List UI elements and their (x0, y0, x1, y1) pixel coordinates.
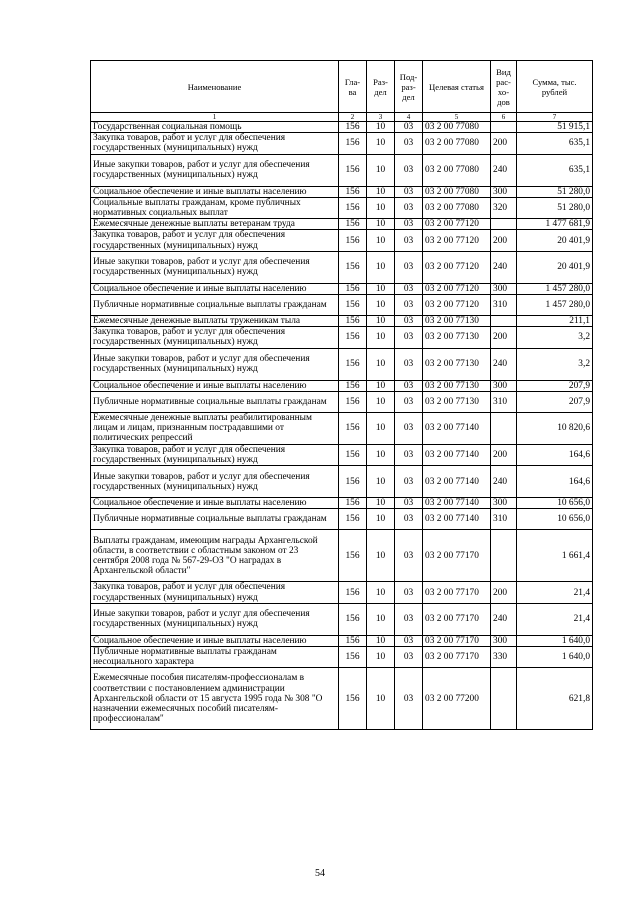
cell-target: 03 2 00 77130 (423, 391, 491, 412)
cell-podrazdel: 03 (395, 668, 423, 730)
cell-sum: 211,1 (517, 316, 593, 327)
cell-name: Публичные нормативные социальные выплаты гражданам (91, 295, 339, 316)
cell-name: Ежемесячные денежные выплаты реабилитированным лицам и лицам, признанным пострадавшими от политических репрессий (91, 412, 339, 444)
cell-razdel: 10 (367, 295, 395, 316)
cell-podrazdel: 03 (395, 316, 423, 327)
cell-glava: 156 (339, 444, 367, 465)
table-row (91, 122, 593, 133)
cell-vid (491, 412, 517, 444)
cell-razdel: 10 (367, 230, 395, 251)
cell-target: 03 2 00 77170 (423, 647, 491, 668)
cell-target: 03 2 00 77080 (423, 154, 491, 186)
cell-vid: 200 (491, 133, 517, 154)
cell-podrazdel: 03 (395, 647, 423, 668)
column-number: 7 (517, 113, 593, 122)
table-header-row (91, 61, 593, 113)
cell-razdel: 10 (367, 219, 395, 230)
cell-sum: 10 820,6 (517, 412, 593, 444)
cell-podrazdel: 03 (395, 582, 423, 603)
cell-name: Иные закупки товаров, работ и услуг для обеспечения государственных (муниципальных) нужд (91, 466, 339, 498)
cell-razdel: 10 (367, 498, 395, 509)
cell-name: Социальное обеспечение и иные выплаты населению (91, 283, 339, 294)
column-number: 1 (91, 113, 339, 122)
cell-name: Публичные нормативные выплаты гражданам несоциального характера (91, 647, 339, 668)
cell-razdel: 10 (367, 251, 395, 283)
cell-glava: 156 (339, 380, 367, 391)
cell-sum: 3,2 (517, 327, 593, 348)
cell-glava: 156 (339, 230, 367, 251)
column-number-row (91, 113, 593, 122)
table-row (91, 327, 593, 348)
cell-vid: 240 (491, 154, 517, 186)
table-row (91, 412, 593, 444)
column-number: 4 (395, 113, 423, 122)
cell-glava: 156 (339, 186, 367, 197)
table-row (91, 466, 593, 498)
cell-target: 03 2 00 77140 (423, 444, 491, 465)
cell-name: Выплаты гражданам, имеющим награды Архангельской области, в соответствии с областным законом от 23 сентября 2008 года № 567-29-ОЗ "О наградах в Архангельской области" (91, 530, 339, 582)
cell-target: 03 2 00 77170 (423, 603, 491, 635)
cell-vid: 240 (491, 466, 517, 498)
table-row (91, 391, 593, 412)
cell-sum: 164,6 (517, 466, 593, 498)
header-vid: Вид рас-хо-дов (491, 61, 517, 113)
cell-name: Иные закупки товаров, работ и услуг для обеспечения государственных (муниципальных) нужд (91, 154, 339, 186)
cell-podrazdel: 03 (395, 509, 423, 530)
cell-vid: 200 (491, 327, 517, 348)
header-target: Целевая статья (423, 61, 491, 113)
cell-vid: 300 (491, 380, 517, 391)
header-podrazdel: Под-раз-дел (395, 61, 423, 113)
cell-glava: 156 (339, 647, 367, 668)
cell-razdel: 10 (367, 391, 395, 412)
cell-razdel: 10 (367, 647, 395, 668)
cell-target: 03 2 00 77140 (423, 412, 491, 444)
cell-name: Публичные нормативные социальные выплаты гражданам (91, 391, 339, 412)
cell-vid (491, 668, 517, 730)
cell-razdel: 10 (367, 197, 395, 218)
table-row (91, 154, 593, 186)
header-sum: Сумма, тыс. рублей (517, 61, 593, 113)
cell-sum: 207,9 (517, 391, 593, 412)
cell-name: Ежемесячные денежные выплаты труженикам тыла (91, 316, 339, 327)
cell-vid (491, 530, 517, 582)
cell-razdel: 10 (367, 122, 395, 133)
cell-glava: 156 (339, 154, 367, 186)
cell-vid: 240 (491, 603, 517, 635)
cell-sum: 1 661,4 (517, 530, 593, 582)
cell-name: Государственная социальная помощь (91, 122, 339, 133)
cell-target: 03 2 00 77170 (423, 530, 491, 582)
table-row (91, 186, 593, 197)
cell-name: Иные закупки товаров, работ и услуг для обеспечения государственных (муниципальных) нужд (91, 603, 339, 635)
cell-sum: 1 477 681,9 (517, 219, 593, 230)
cell-glava: 156 (339, 283, 367, 294)
table-row (91, 295, 593, 316)
page-number: 54 (315, 868, 325, 879)
table-row (91, 283, 593, 294)
cell-razdel: 10 (367, 380, 395, 391)
cell-podrazdel: 03 (395, 603, 423, 635)
cell-target: 03 2 00 77130 (423, 316, 491, 327)
cell-glava: 156 (339, 197, 367, 218)
cell-vid: 330 (491, 647, 517, 668)
cell-target: 03 2 00 77080 (423, 186, 491, 197)
column-number: 2 (339, 113, 367, 122)
table-row (91, 603, 593, 635)
cell-glava: 156 (339, 668, 367, 730)
cell-podrazdel: 03 (395, 635, 423, 646)
cell-sum: 164,6 (517, 444, 593, 465)
cell-glava: 156 (339, 391, 367, 412)
cell-target: 03 2 00 77130 (423, 348, 491, 380)
table-row (91, 316, 593, 327)
cell-podrazdel: 03 (395, 466, 423, 498)
cell-vid (491, 316, 517, 327)
cell-podrazdel: 03 (395, 197, 423, 218)
cell-razdel: 10 (367, 154, 395, 186)
table-row (91, 635, 593, 646)
cell-razdel: 10 (367, 316, 395, 327)
cell-podrazdel: 03 (395, 154, 423, 186)
table-row (91, 668, 593, 730)
cell-vid: 320 (491, 197, 517, 218)
cell-razdel: 10 (367, 635, 395, 646)
cell-name: Социальное обеспечение и иные выплаты населению (91, 186, 339, 197)
cell-razdel: 10 (367, 186, 395, 197)
cell-name: Публичные нормативные социальные выплаты гражданам (91, 509, 339, 530)
cell-vid: 300 (491, 498, 517, 509)
cell-name: Социальное обеспечение и иные выплаты населению (91, 498, 339, 509)
cell-glava: 156 (339, 498, 367, 509)
header-razdel: Раз-дел (367, 61, 395, 113)
cell-target: 03 2 00 77120 (423, 283, 491, 294)
cell-glava: 156 (339, 133, 367, 154)
cell-vid: 200 (491, 230, 517, 251)
table-row (91, 444, 593, 465)
cell-glava: 156 (339, 603, 367, 635)
table-row (91, 498, 593, 509)
cell-vid: 240 (491, 348, 517, 380)
cell-target: 03 2 00 77140 (423, 466, 491, 498)
cell-sum: 51 915,1 (517, 122, 593, 133)
cell-sum: 21,4 (517, 582, 593, 603)
cell-sum: 51 280,0 (517, 186, 593, 197)
cell-name: Социальное обеспечение и иные выплаты населению (91, 635, 339, 646)
cell-razdel: 10 (367, 348, 395, 380)
cell-podrazdel: 03 (395, 251, 423, 283)
cell-podrazdel: 03 (395, 530, 423, 582)
cell-podrazdel: 03 (395, 186, 423, 197)
cell-name: Иные закупки товаров, работ и услуг для обеспечения государственных (муниципальных) нужд (91, 348, 339, 380)
cell-podrazdel: 03 (395, 219, 423, 230)
cell-sum: 20 401,9 (517, 251, 593, 283)
cell-vid (491, 122, 517, 133)
column-number: 3 (367, 113, 395, 122)
cell-sum: 51 280,0 (517, 197, 593, 218)
cell-vid: 300 (491, 283, 517, 294)
cell-target: 03 2 00 77080 (423, 133, 491, 154)
cell-name: Закупка товаров, работ и услуг для обеспечения государственных (муниципальных) нужд (91, 133, 339, 154)
cell-razdel: 10 (367, 283, 395, 294)
cell-name: Закупка товаров, работ и услуг для обеспечения государственных (муниципальных) нужд (91, 582, 339, 603)
cell-target: 03 2 00 77120 (423, 219, 491, 230)
cell-name: Социальное обеспечение и иные выплаты населению (91, 380, 339, 391)
table-row (91, 647, 593, 668)
cell-glava: 156 (339, 316, 367, 327)
cell-target: 03 2 00 77120 (423, 251, 491, 283)
cell-name: Ежемесячные пособия писателям-профессионалам в соответствии с постановлением администрации Архангельской области от 15 августа 1995 года № 308 "О назначении ежемесячных пособий писателям-профессионалам" (91, 668, 339, 730)
table-row (91, 530, 593, 582)
cell-name: Ежемесячные денежные выплаты ветеранам труда (91, 219, 339, 230)
cell-podrazdel: 03 (395, 412, 423, 444)
cell-name: Иные закупки товаров, работ и услуг для обеспечения государственных (муниципальных) нужд (91, 251, 339, 283)
cell-sum: 10 656,0 (517, 509, 593, 530)
cell-sum: 1 457 280,0 (517, 283, 593, 294)
table-body (91, 122, 593, 730)
cell-glava: 156 (339, 327, 367, 348)
cell-glava: 156 (339, 466, 367, 498)
cell-sum: 10 656,0 (517, 498, 593, 509)
cell-sum: 635,1 (517, 133, 593, 154)
cell-podrazdel: 03 (395, 327, 423, 348)
cell-razdel: 10 (367, 603, 395, 635)
table-row (91, 197, 593, 218)
cell-vid: 240 (491, 251, 517, 283)
column-number: 6 (491, 113, 517, 122)
cell-sum: 621,8 (517, 668, 593, 730)
table-row (91, 251, 593, 283)
table-row (91, 348, 593, 380)
cell-razdel: 10 (367, 530, 395, 582)
cell-target: 03 2 00 77170 (423, 582, 491, 603)
cell-podrazdel: 03 (395, 444, 423, 465)
cell-glava: 156 (339, 635, 367, 646)
cell-razdel: 10 (367, 509, 395, 530)
cell-glava: 156 (339, 251, 367, 283)
cell-vid: 310 (491, 391, 517, 412)
cell-podrazdel: 03 (395, 122, 423, 133)
cell-podrazdel: 03 (395, 498, 423, 509)
table-row (91, 133, 593, 154)
cell-sum: 1 457 280,0 (517, 295, 593, 316)
cell-name: Социальные выплаты гражданам, кроме публичных нормативных социальных выплат (91, 197, 339, 218)
cell-glava: 156 (339, 530, 367, 582)
cell-vid: 300 (491, 635, 517, 646)
cell-sum: 1 640,0 (517, 635, 593, 646)
cell-sum: 635,1 (517, 154, 593, 186)
cell-glava: 156 (339, 122, 367, 133)
table-row (91, 509, 593, 530)
cell-podrazdel: 03 (395, 391, 423, 412)
cell-target: 03 2 00 77140 (423, 498, 491, 509)
cell-glava: 156 (339, 582, 367, 603)
cell-vid (491, 219, 517, 230)
cell-name: Закупка товаров, работ и услуг для обеспечения государственных (муниципальных) нужд (91, 327, 339, 348)
cell-sum: 20 401,9 (517, 230, 593, 251)
table-row (91, 380, 593, 391)
cell-razdel: 10 (367, 412, 395, 444)
cell-target: 03 2 00 77170 (423, 635, 491, 646)
cell-podrazdel: 03 (395, 230, 423, 251)
table-row (91, 230, 593, 251)
cell-vid: 310 (491, 509, 517, 530)
cell-glava: 156 (339, 509, 367, 530)
cell-glava: 156 (339, 219, 367, 230)
cell-target: 03 2 00 77120 (423, 295, 491, 316)
column-number: 5 (423, 113, 491, 122)
table-row (91, 219, 593, 230)
cell-sum: 21,4 (517, 603, 593, 635)
cell-target: 03 2 00 77130 (423, 380, 491, 391)
header-glava: Гла-ва (339, 61, 367, 113)
cell-razdel: 10 (367, 466, 395, 498)
header-name: Наименование (91, 61, 339, 113)
cell-name: Закупка товаров, работ и услуг для обеспечения государственных (муниципальных) нужд (91, 230, 339, 251)
cell-razdel: 10 (367, 327, 395, 348)
cell-podrazdel: 03 (395, 295, 423, 316)
cell-target: 03 2 00 77080 (423, 197, 491, 218)
cell-glava: 156 (339, 348, 367, 380)
cell-podrazdel: 03 (395, 283, 423, 294)
cell-glava: 156 (339, 412, 367, 444)
cell-target: 03 2 00 77120 (423, 230, 491, 251)
cell-sum: 3,2 (517, 348, 593, 380)
cell-podrazdel: 03 (395, 348, 423, 380)
cell-vid: 200 (491, 444, 517, 465)
cell-sum: 1 640,0 (517, 647, 593, 668)
cell-name: Закупка товаров, работ и услуг для обеспечения государственных (муниципальных) нужд (91, 444, 339, 465)
cell-target: 03 2 00 77140 (423, 509, 491, 530)
cell-target: 03 2 00 77080 (423, 122, 491, 133)
cell-vid: 300 (491, 186, 517, 197)
cell-razdel: 10 (367, 133, 395, 154)
cell-podrazdel: 03 (395, 380, 423, 391)
budget-table (90, 60, 593, 730)
cell-podrazdel: 03 (395, 133, 423, 154)
cell-target: 03 2 00 77200 (423, 668, 491, 730)
table-row (91, 582, 593, 603)
cell-target: 03 2 00 77130 (423, 327, 491, 348)
cell-glava: 156 (339, 295, 367, 316)
cell-vid: 310 (491, 295, 517, 316)
cell-razdel: 10 (367, 444, 395, 465)
cell-sum: 207,9 (517, 380, 593, 391)
cell-razdel: 10 (367, 668, 395, 730)
cell-razdel: 10 (367, 582, 395, 603)
cell-vid: 200 (491, 582, 517, 603)
